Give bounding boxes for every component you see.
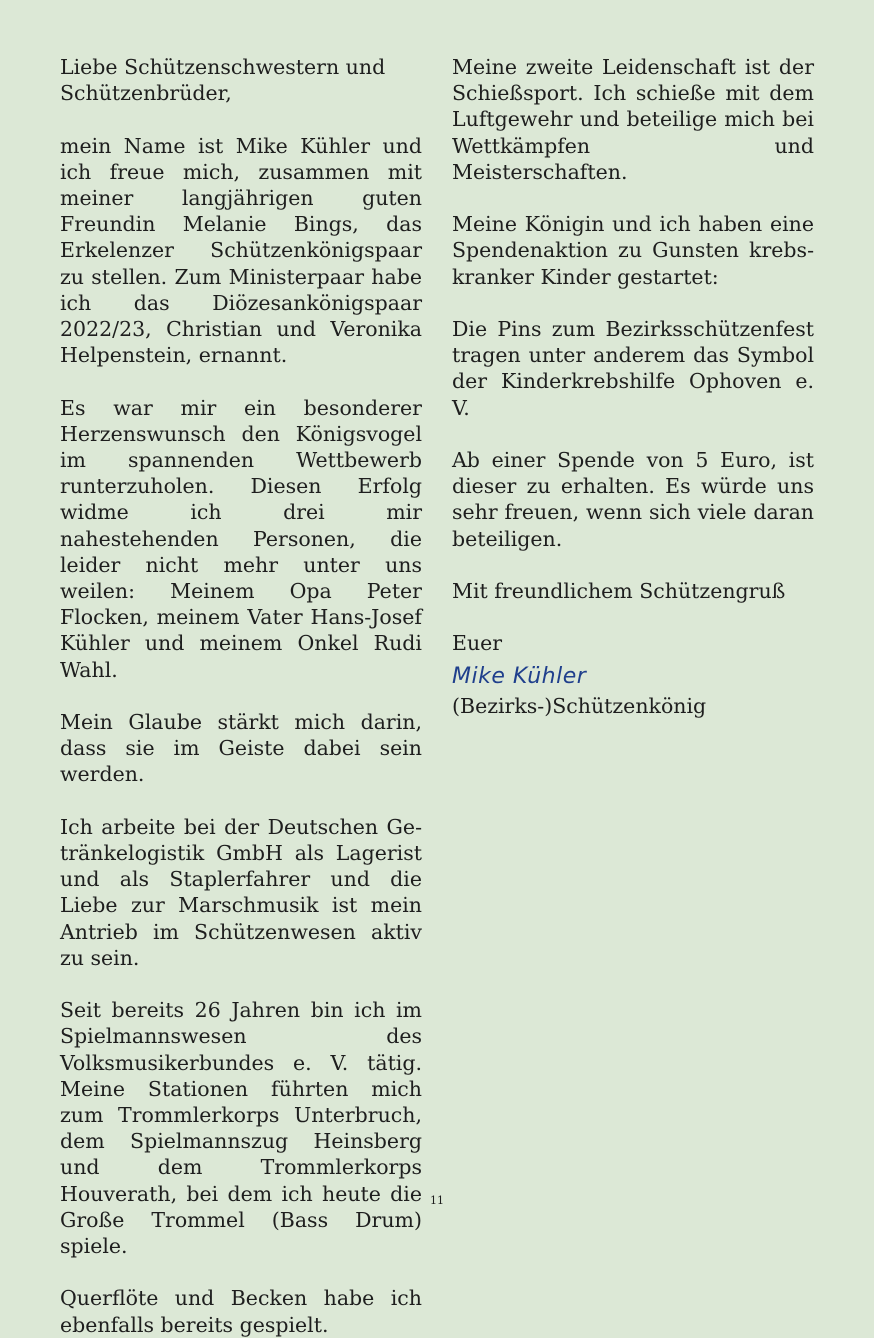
handwritten-signature: Mike Kühler [452, 663, 587, 689]
paragraph-introduction: mein Name ist Mike Kühler und ich freue mich, zusammen mit meiner langjährigen guten Freundin Melanie Bings, das Erkelenzer Schützenkönigspaar zu stellen. Zum Ministerpaar habe ich das Diözesankönigspaar 2022/23, Christian und Veronika Helpenstein, ernannt. [60, 133, 422, 368]
paragraph-instruments: Querflöte und Becken habe ich ebenfalls bereits gespielt. [60, 1286, 422, 1337]
paragraph-music: Seit bereits 26 Jahren bin ich im Spielmannswesen des Volksmusikerbundes e. V. tätig. Meine Stationen führten mich zum Trommlerkorps Unterbruch, dem Spielmannszug Heinsberg und dem Trommlerkorps Houverath, bei dem ich heute die Große Trommel (Bass Drum) spiele. [60, 998, 422, 1259]
paragraph-dedication: Es war mir ein besonderer Herzenswunsch den Königsvogel im spannenden Wettbewerb runterzuholen. Diesen Erfolg widme ich drei mir nahestehenden Personen, die leider nicht mehr unter uns weilen: Meinem Opa Peter Flocken, meinem Vater Hans-Josef Kühler und meinem Onkel Rudi Wahl. [60, 395, 422, 682]
letter-right-column [452, 54, 814, 719]
paragraph-work: Ich arbeite bei der Deutschen Getränkelogistik GmbH als Lagerist und als Staplerfahrer und die Liebe zur Marschmusik ist mein Antrieb im Schützenwesen aktiv zu sein. [60, 814, 422, 970]
paragraph-shooting-sport: Meine zweite Leidenschaft ist der Schießsport. Ich schieße mit dem Luftgewehr und beteilige mich bei Wettkämpfen und Meisterschaften. [452, 55, 814, 184]
closing-greeting: Mit freundlichem Schützengruß [452, 579, 786, 603]
paragraph-donation-amount: Ab einer Spende von 5 Euro, ist dieser zu erhalten. Es würde uns sehr freuen, wenn sich viele daran beteiligen. [452, 448, 814, 551]
greeting: Liebe Schützenschwestern und Schützenbrüder, [60, 55, 386, 106]
paragraph-faith: Mein Glaube stärkt mich darin, dass sie im Geiste dabei sein werden. [60, 710, 422, 787]
paragraph-donation-campaign: Meine Königin und ich haben eine Spendenaktion zu Gunsten krebskranker Kinder gestartet: [452, 212, 814, 289]
page-number: 11 [430, 1194, 444, 1207]
closing-euer: Euer [452, 631, 503, 656]
signer-title: (Bezirks-)Schützenkönig [452, 693, 707, 718]
paragraph-pins: Die Pins zum Bezirksschützenfest tragen unter anderem das Symbol der Kinderkrebshilfe Ophoven e. V. [452, 317, 814, 420]
letter-left-column [60, 54, 422, 1338]
